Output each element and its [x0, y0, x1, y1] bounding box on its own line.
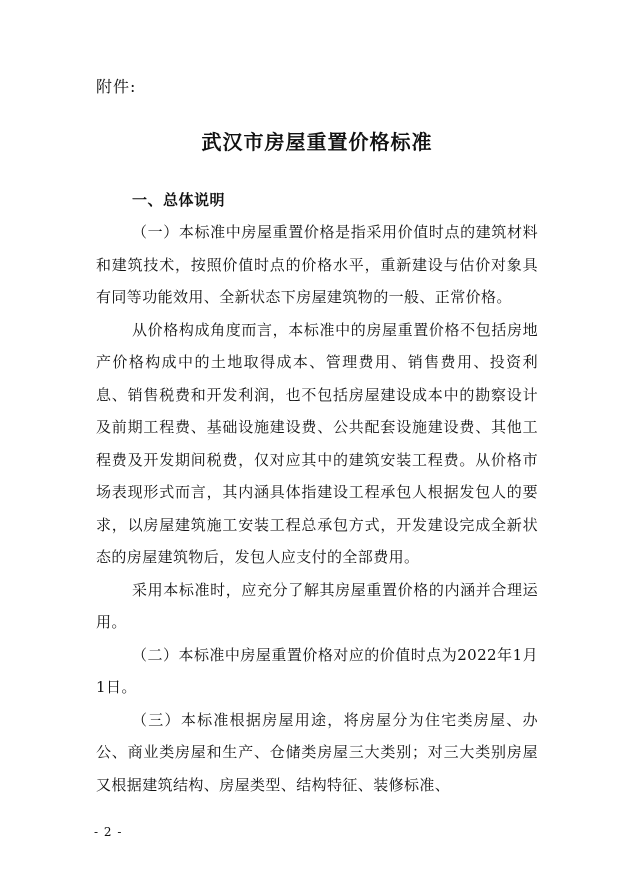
paragraph-1: （一）本标准中房屋重置价格是指采用价值时点的建筑材料和建筑技术，按照价值时点的价格水平，重新建设与估价对象具有同等功能效用、全新状态下房屋建筑物的一般、正常价格。: [96, 223, 538, 306]
attachment-label: 附件:: [96, 77, 137, 96]
section-heading: 一、总体说明: [132, 191, 226, 209]
paragraph-2: 从价格构成角度而言，本标准中的房屋重置价格不包括房地产价格构成中的土地取得成本、管理费用、销售费用、投资利息、销售税费和开发利润，也不包括房屋建设成本中的勘察设计及前期工程费、基础设施建设费、公共配套设施建设费、其他工程费及开发期间税费，仅对应其中的建筑安装工程费。从价格市场表现形式而言，其内涵具体指建设工程承包人根据发包人的要求，以房屋建筑施工安装工程总承包方式，开发建设完成全新状态的房屋建筑物后，发包人应支付的全部费用。: [96, 320, 538, 566]
document-title: 武汉市房屋重置价格标准: [201, 130, 433, 154]
body-text: [96, 216, 538, 801]
page-number: - 2 -: [94, 825, 123, 839]
paragraph-5: （三）本标准根据房屋用途，将房屋分为住宅类房屋、办公、商业类房屋和生产、仓储类房屋三大类别；对三大类别房屋又根据建筑结构、房屋类型、结构特征、装修标准、: [96, 710, 538, 794]
paragraph-3: 采用本标准时，应充分了解其房屋重置价格的内涵并合理运用。: [96, 580, 538, 631]
paragraph-4: （二）本标准中房屋重置价格对应的价值时点为2022年1月1日。: [96, 645, 538, 696]
